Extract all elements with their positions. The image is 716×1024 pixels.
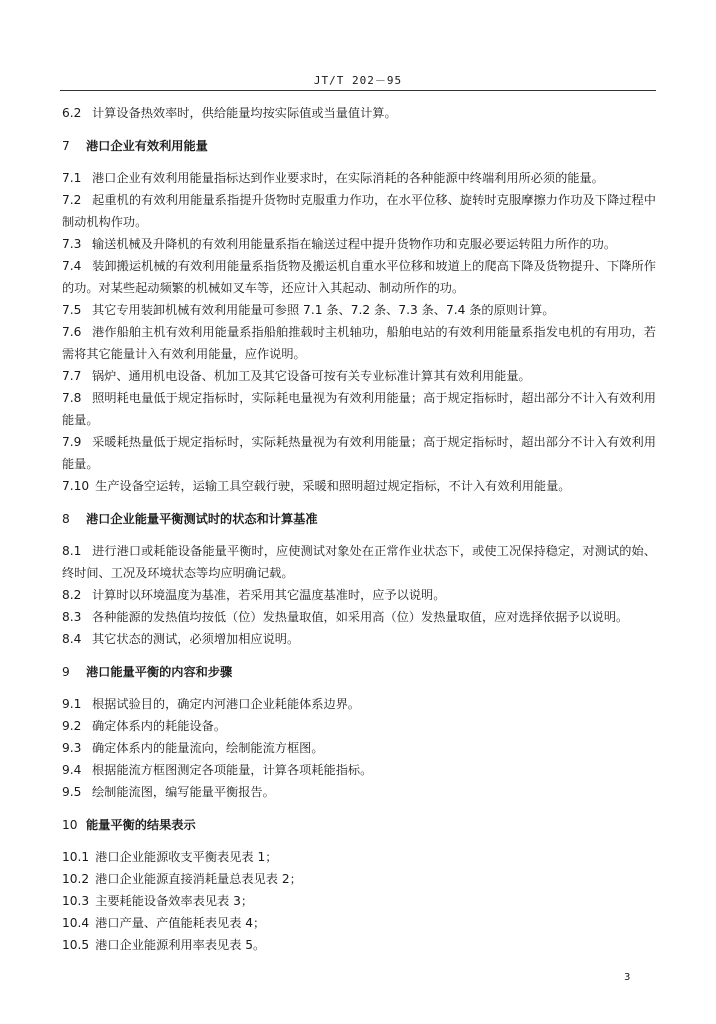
clause-10-4	[62, 912, 656, 934]
clause-7-10	[62, 475, 656, 497]
clause-number: 7.7	[62, 369, 82, 383]
section-title: 港口企业有效利用能量	[86, 139, 208, 153]
clause-number: 9.3	[62, 741, 82, 755]
clause-7-4	[62, 255, 656, 299]
clause-9-5	[62, 781, 656, 803]
clause-number: 8.3	[62, 610, 82, 624]
clause-8-1	[62, 540, 656, 584]
clause-number: 7.2	[62, 193, 82, 207]
header-rule	[60, 90, 656, 91]
clause-number: 8.2	[62, 588, 82, 602]
page-header: JT/T 202－95	[313, 74, 403, 87]
clause-text: 装卸搬运机械的有效利用能量系指货物及搬运机自重水平位移和坡道上的爬高下降及货物提升、下降所作的功。对某些起动频繁的机械如叉车等，还应计入其起动、制动所作的功。	[62, 259, 656, 295]
section-9-heading	[62, 661, 656, 683]
clause-text: 确定体系内的能量流向，绘制能流方框图。	[92, 741, 324, 755]
clause-text: 根据能流方框图测定各项能量，计算各项耗能指标。	[92, 763, 373, 777]
clause-number: 10.5	[62, 938, 90, 952]
section-number: 10	[62, 818, 78, 832]
clause-number: 10.1	[62, 850, 90, 864]
clause-number: 10.4	[62, 916, 90, 930]
clause-number: 9.5	[62, 785, 82, 799]
clause-number: 7.10	[62, 479, 90, 493]
clause-9-1	[62, 693, 656, 715]
clause-10-1	[62, 846, 656, 868]
section-7-heading	[62, 135, 656, 157]
clause-text: 起重机的有效利用能量系指提升货物时克服重力作功，在水平位移、旋转时克服摩擦力作功及下降过程中制动机构作功。	[62, 193, 656, 229]
section-8-heading	[62, 508, 656, 530]
clause-9-2	[62, 715, 656, 737]
clause-text: 港口企业能源收支平衡表见表 1；	[95, 850, 278, 864]
clause-7-5	[62, 299, 656, 321]
clause-7-9	[62, 431, 656, 475]
clause-text: 港口企业能源直接消耗量总表见表 2；	[95, 872, 302, 886]
clause-7-8	[62, 387, 656, 431]
clause-text: 主要耗能设备效率表见表 3；	[95, 894, 254, 908]
clause-text: 港口企业有效利用能量指标达到作业要求时，在实际消耗的各种能源中终端利用所必须的能量。	[92, 171, 604, 185]
clause-text: 锅炉、通用机电设备、机加工及其它设备可按有关专业标准计算其有效利用能量。	[92, 369, 531, 383]
clause-number: 9.2	[62, 719, 82, 733]
clause-8-3	[62, 606, 656, 628]
clause-6-2	[62, 102, 656, 124]
section-number: 8	[62, 512, 70, 526]
clause-text: 绘制能流图，编写能量平衡报告。	[92, 785, 275, 799]
section-number: 7	[62, 139, 70, 153]
clause-number: 7.4	[62, 259, 82, 273]
clause-8-2	[62, 584, 656, 606]
clause-number: 7.8	[62, 391, 82, 405]
clause-7-3	[62, 233, 656, 255]
clause-number: 8.4	[62, 632, 82, 646]
clause-text: 计算设备热效率时，供给能量均按实际值或当量值计算。	[92, 106, 397, 120]
clause-number: 7.1	[62, 171, 82, 185]
clause-7-2	[62, 189, 656, 233]
clause-text: 港口企业能源利用率表见表 5。	[95, 938, 266, 952]
clause-text: 确定体系内的耗能设备。	[92, 719, 227, 733]
clause-text: 港作船舶主机有效利用能量系指船舶推载时主机轴功，船舶电站的有效利用能量系指发电机的有用功，若需将其它能量计入有效利用能量，应作说明。	[62, 325, 656, 361]
clause-text: 其它状态的测试，必须增加相应说明。	[92, 632, 300, 646]
clause-9-4	[62, 759, 656, 781]
section-number: 9	[62, 665, 70, 679]
section-title: 能量平衡的结果表示	[86, 818, 196, 832]
clause-9-3	[62, 737, 656, 759]
clause-7-6	[62, 321, 656, 365]
clause-number: 10.2	[62, 872, 90, 886]
clause-10-3	[62, 890, 656, 912]
clause-text: 港口产量、产值能耗表见表 4；	[95, 916, 266, 930]
clause-text: 生产设备空运转，运输工具空载行驶，采暖和照明超过规定指标，不计入有效利用能量。	[95, 479, 571, 493]
section-10-heading	[62, 814, 656, 836]
clause-text: 输送机械及升降机的有效利用能量系指在输送过程中提升货物作功和克服必要运转阻力所作的功。	[92, 237, 617, 251]
clause-number: 9.4	[62, 763, 82, 777]
clause-text: 采暖耗热量低于规定指标时，实际耗热量视为有效利用能量；高于规定指标时，超出部分不计入有效利用能量。	[62, 435, 656, 471]
clause-8-4	[62, 628, 656, 650]
clause-number: 9.1	[62, 697, 82, 711]
section-title: 港口能量平衡的内容和步骤	[86, 665, 233, 679]
clause-number: 6.2	[62, 106, 82, 120]
clause-10-5	[62, 934, 656, 956]
clause-text: 照明耗电量低于规定指标时，实际耗电量视为有效利用能量；高于规定指标时，超出部分不计入有效利用能量。	[62, 391, 656, 427]
clause-number: 10.3	[62, 894, 90, 908]
clause-number: 7.5	[62, 303, 82, 317]
clause-7-7	[62, 365, 656, 387]
clause-number: 8.1	[62, 544, 82, 558]
clause-number: 7.3	[62, 237, 82, 251]
clause-number: 7.9	[62, 435, 82, 449]
document-body	[62, 102, 656, 956]
section-title: 港口企业能量平衡测试时的状态和计算基准	[86, 512, 318, 526]
page-number: 3	[624, 972, 631, 983]
clause-7-1	[62, 167, 656, 189]
clause-text: 各种能源的发热值均按低（位）发热量取值，如采用高（位）发热量取值，应对选择依据予以说明。	[92, 610, 629, 624]
clause-text: 计算时以环境温度为基准，若采用其它温度基准时，应予以说明。	[92, 588, 446, 602]
clause-text: 根据试验目的，确定内河港口企业耗能体系边界。	[92, 697, 361, 711]
clause-text: 进行港口或耗能设备能量平衡时，应使测试对象处在正常作业状态下，或使工况保持稳定，对测试的始、终时间、工况及环境状态等均应明确记载。	[62, 544, 656, 580]
clause-number: 7.6	[62, 325, 82, 339]
clause-10-2	[62, 868, 656, 890]
clause-text: 其它专用装卸机械有效利用能量可参照 7.1 条、7.2 条、7.3 条、7.4 条的原则计算。	[92, 303, 555, 317]
